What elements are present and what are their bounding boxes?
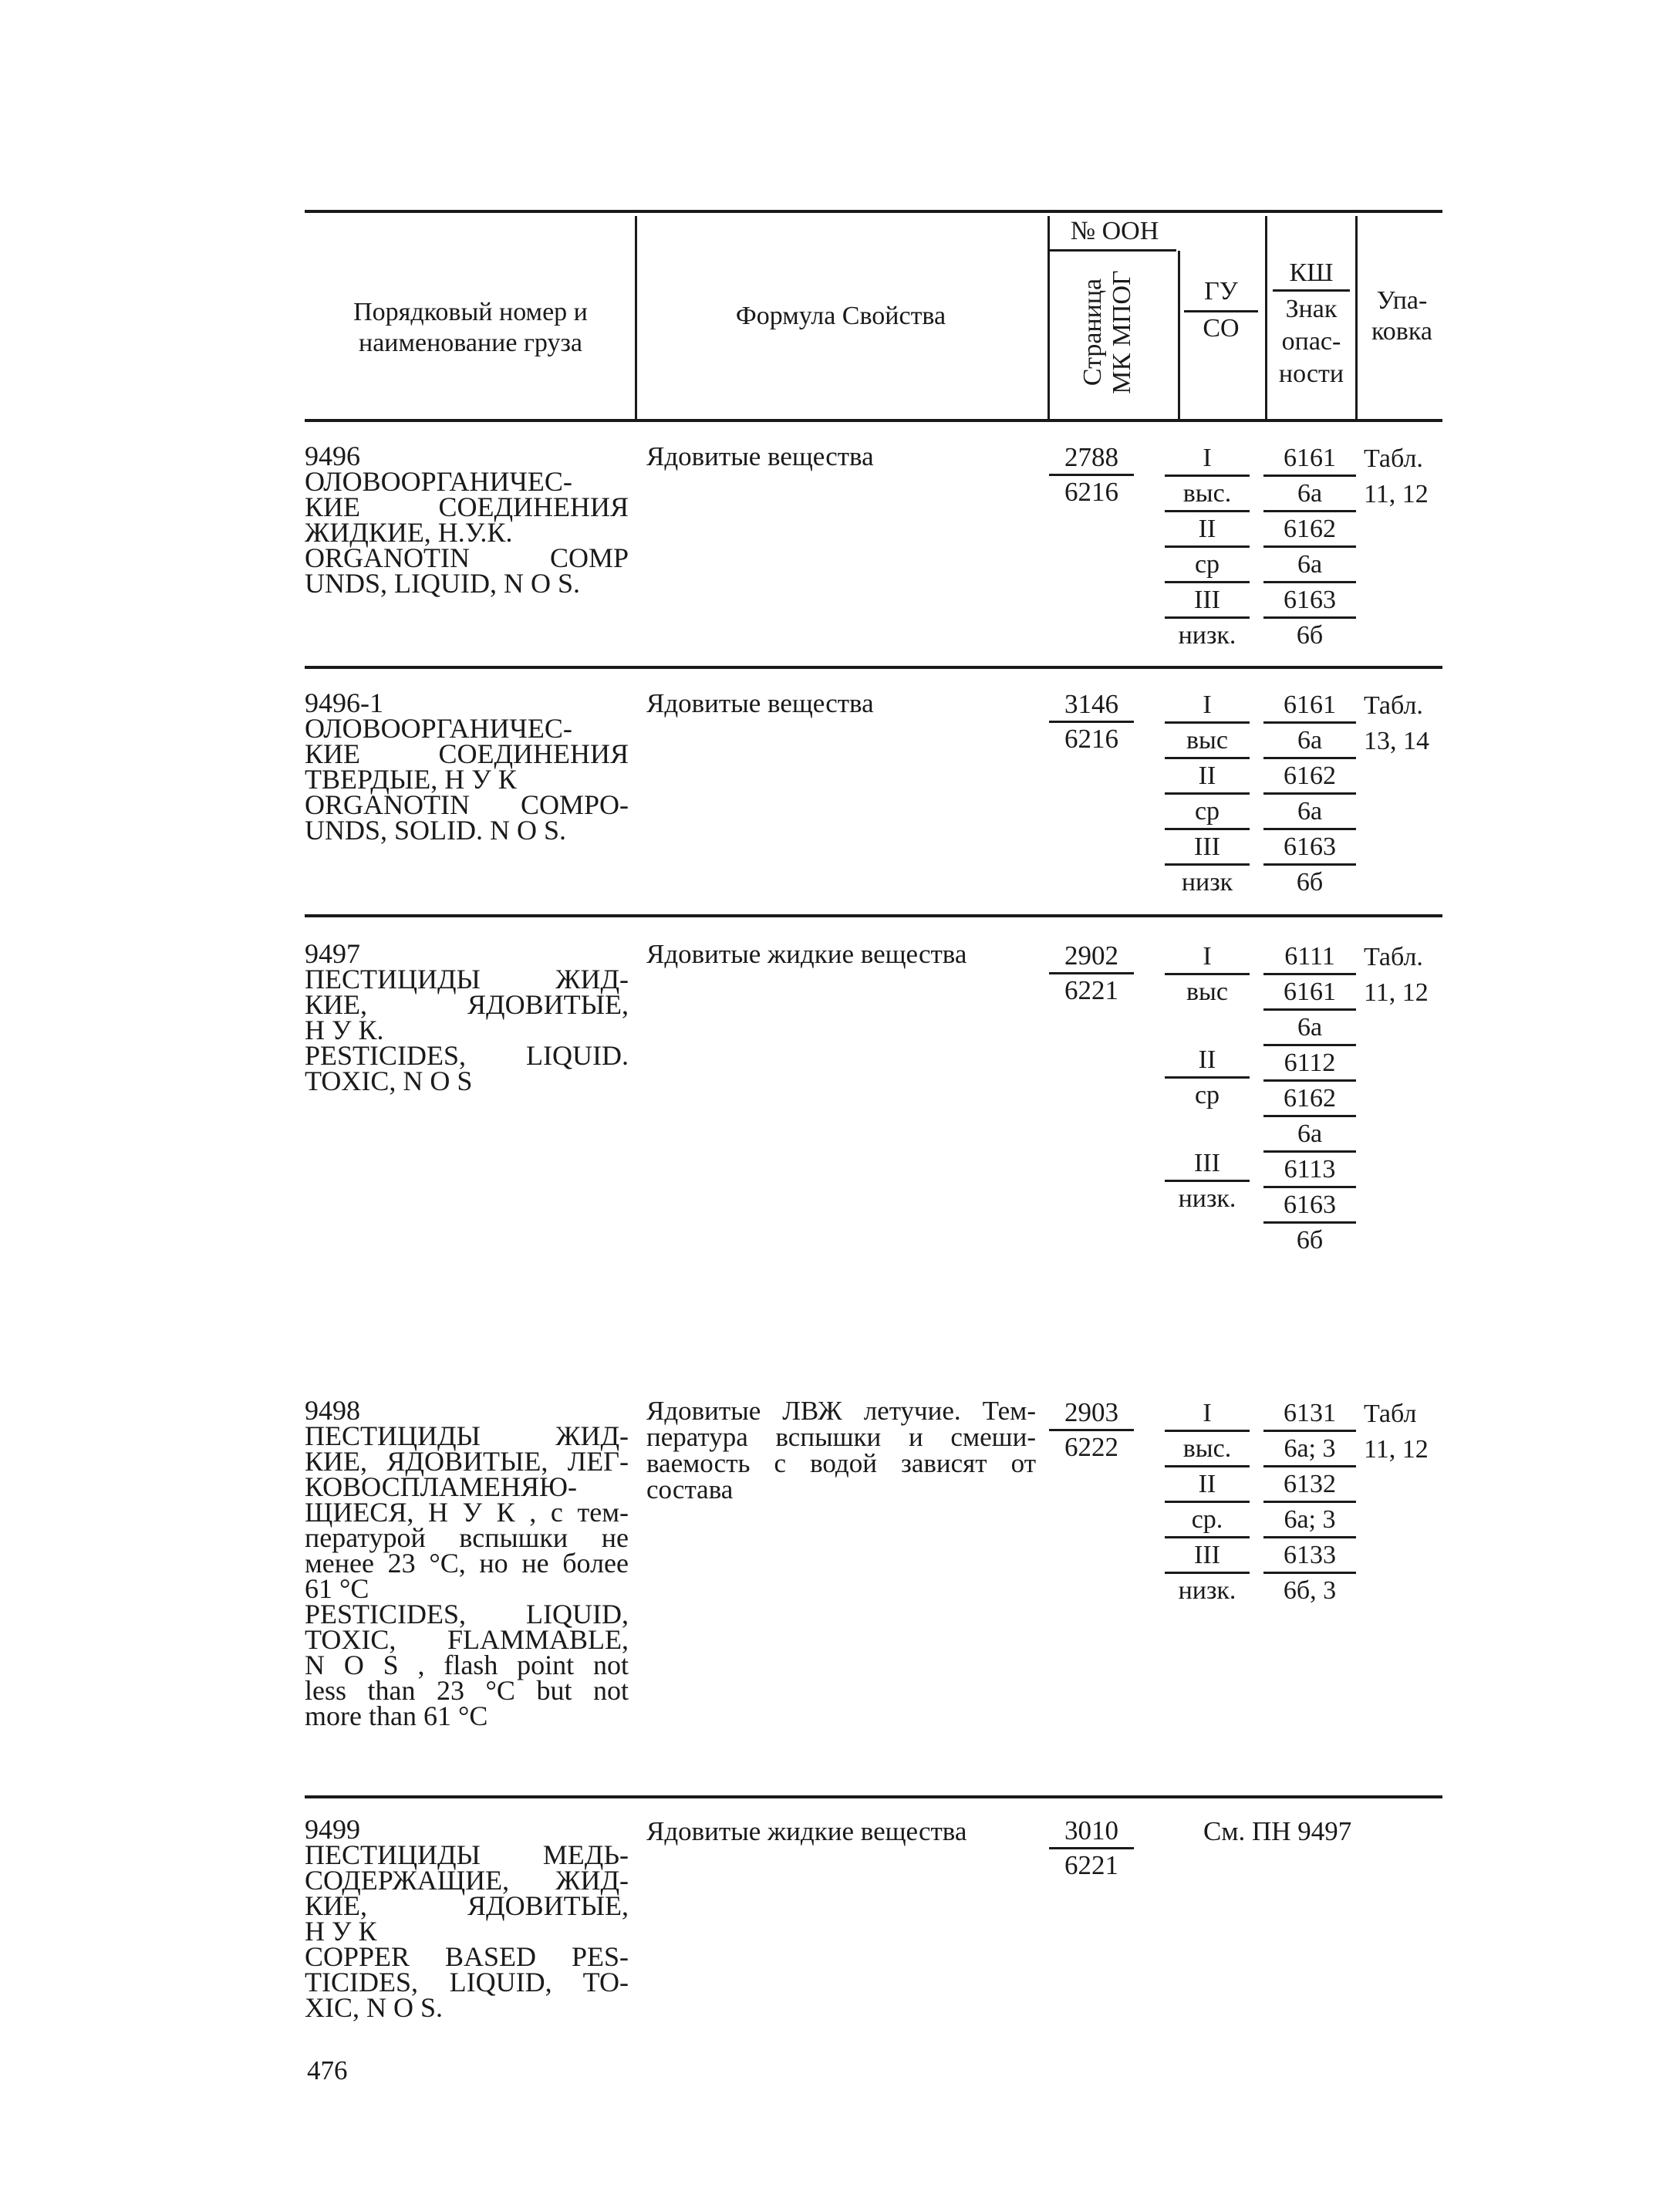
ksh-column: 6161 6а 6162 6а 6163 6б [1263, 441, 1356, 653]
properties-text: Ядовитые ЛВЖ летучие. Тем- пература вспышки и смеши- ваемость с водой зависят от состава [646, 1396, 1036, 1504]
properties-text: Ядовитые жидкие вещества [646, 1816, 967, 1846]
header-divider [1355, 216, 1358, 419]
gu-column: I выс. II ср. III низк. [1165, 1396, 1250, 1608]
row-separator [305, 1795, 1442, 1798]
header-divider [1178, 251, 1180, 419]
properties-text: Ядовитые жидкие вещества [646, 939, 967, 969]
gu-header-fraction-line [1184, 310, 1258, 312]
un-number-fraction: $\frac{2903}{6222}$ [1049, 1396, 1134, 1464]
page-number: 476 [307, 2055, 348, 2085]
gu-column: I выс. II ср III низк. [1165, 441, 1250, 653]
cargo-entry: 9498 ПЕСТИЦИДЫ ЖИД- КИЕ, ЯДОВИТЫЕ, ЛЕГ- КОВОСПЛАМЕНЯЮ- ЩИЕСЯ, Н У К , с тем- пературой вспышки не менее 23 °С, но не более 61 °С PESTICIDES, LIQUID, TOXIC, FLAMMABLE, N O S , flash point not less than 23 °C but not more than 61 °C [305, 1395, 629, 1731]
header-bottom-rule [305, 419, 1442, 422]
header-un-number: № ООН [1070, 217, 1159, 245]
packaging-ref: Табл. 13, 14 [1364, 691, 1429, 755]
header-so: СО [1203, 314, 1240, 343]
header-divider [1047, 216, 1050, 419]
row-separator [305, 914, 1442, 917]
cargo-entry: 9496-1 ОЛОВООРГАНИЧЕС- КИЕ СОЕДИНЕНИЯ ТВЕРДЫЕ, Н У К ORGANOTIN COMPO- UNDS, SOLID. N O S. [305, 687, 629, 846]
header-cargo: Порядковый номер и наименование груза [353, 298, 588, 357]
ksh-column: 6131 6а; 3 6132 6а; 3 6133 6б, 3 [1263, 1396, 1356, 1608]
header-un-vertical: Страница МК МПОГ [1078, 270, 1136, 394]
gu-column: I выс II ср III низк. [1165, 940, 1250, 1216]
un-header-underline [1049, 249, 1176, 252]
table-top-rule [305, 210, 1442, 213]
header-packaging: Упа- ковка [1371, 286, 1432, 346]
properties-text: Ядовитые вещества [646, 441, 874, 471]
header-divider [635, 216, 637, 419]
packaging-ref: Табл. 11, 12 [1364, 444, 1429, 508]
cargo-entry: 9496 ОЛОВООРГАНИЧЕС- КИЕ СОЕДИНЕНИЯ ЖИДКИЕ, Н.У.К. ORGANOTIN COMP UNDS, LIQUID, N O S. [305, 441, 629, 599]
header-ksh: КШ [1289, 258, 1334, 287]
gu-column: I выс II ср III низк [1165, 688, 1250, 900]
un-number-fraction: $\frac{3010}{6221}$ [1049, 1815, 1134, 1882]
un-number-fraction: $\frac{2902}{6221}$ [1049, 940, 1134, 1007]
row-separator [305, 666, 1442, 669]
cargo-entry: 9499 ПЕСТИЦИДЫ МЕДЬ- СОДЕРЖАЩИЕ, ЖИД- КИЕ, ЯДОВИТЫЕ, Н У К COPPER BASED PES- TICIDES, LIQUID, TO- XIC, N O S. [305, 1814, 629, 2023]
packaging-ref: Табл. 11, 12 [1364, 943, 1429, 1007]
header-formula: Формула Свойства [735, 302, 946, 330]
packaging-ref: Табл 11, 12 [1364, 1400, 1429, 1464]
un-number-fraction: $\frac{3146}{6216}$ [1049, 688, 1134, 755]
ksh-column: 6111 6161 6а 6112 6162 6а 6113 6163 6б [1263, 940, 1356, 1258]
un-number-fraction: $\frac{2788}{6216}$ [1049, 441, 1134, 508]
ksh-column: 6161 6а 6162 6а 6163 6б [1263, 688, 1356, 900]
cargo-entry: 9497 ПЕСТИЦИДЫ ЖИД- КИЕ, ЯДОВИТЫЕ, Н У К. PESTICIDES, LIQUID. TOXIC, N O S [305, 938, 629, 1096]
ksh-header-underline [1273, 289, 1350, 292]
header-gu: ГУ [1204, 277, 1238, 306]
cross-reference: См. ПН 9497 [1203, 1816, 1352, 1846]
header-divider [1265, 216, 1267, 419]
header-ksh-sign: Знак опас- ности [1278, 295, 1344, 388]
properties-text: Ядовитые вещества [646, 688, 874, 718]
